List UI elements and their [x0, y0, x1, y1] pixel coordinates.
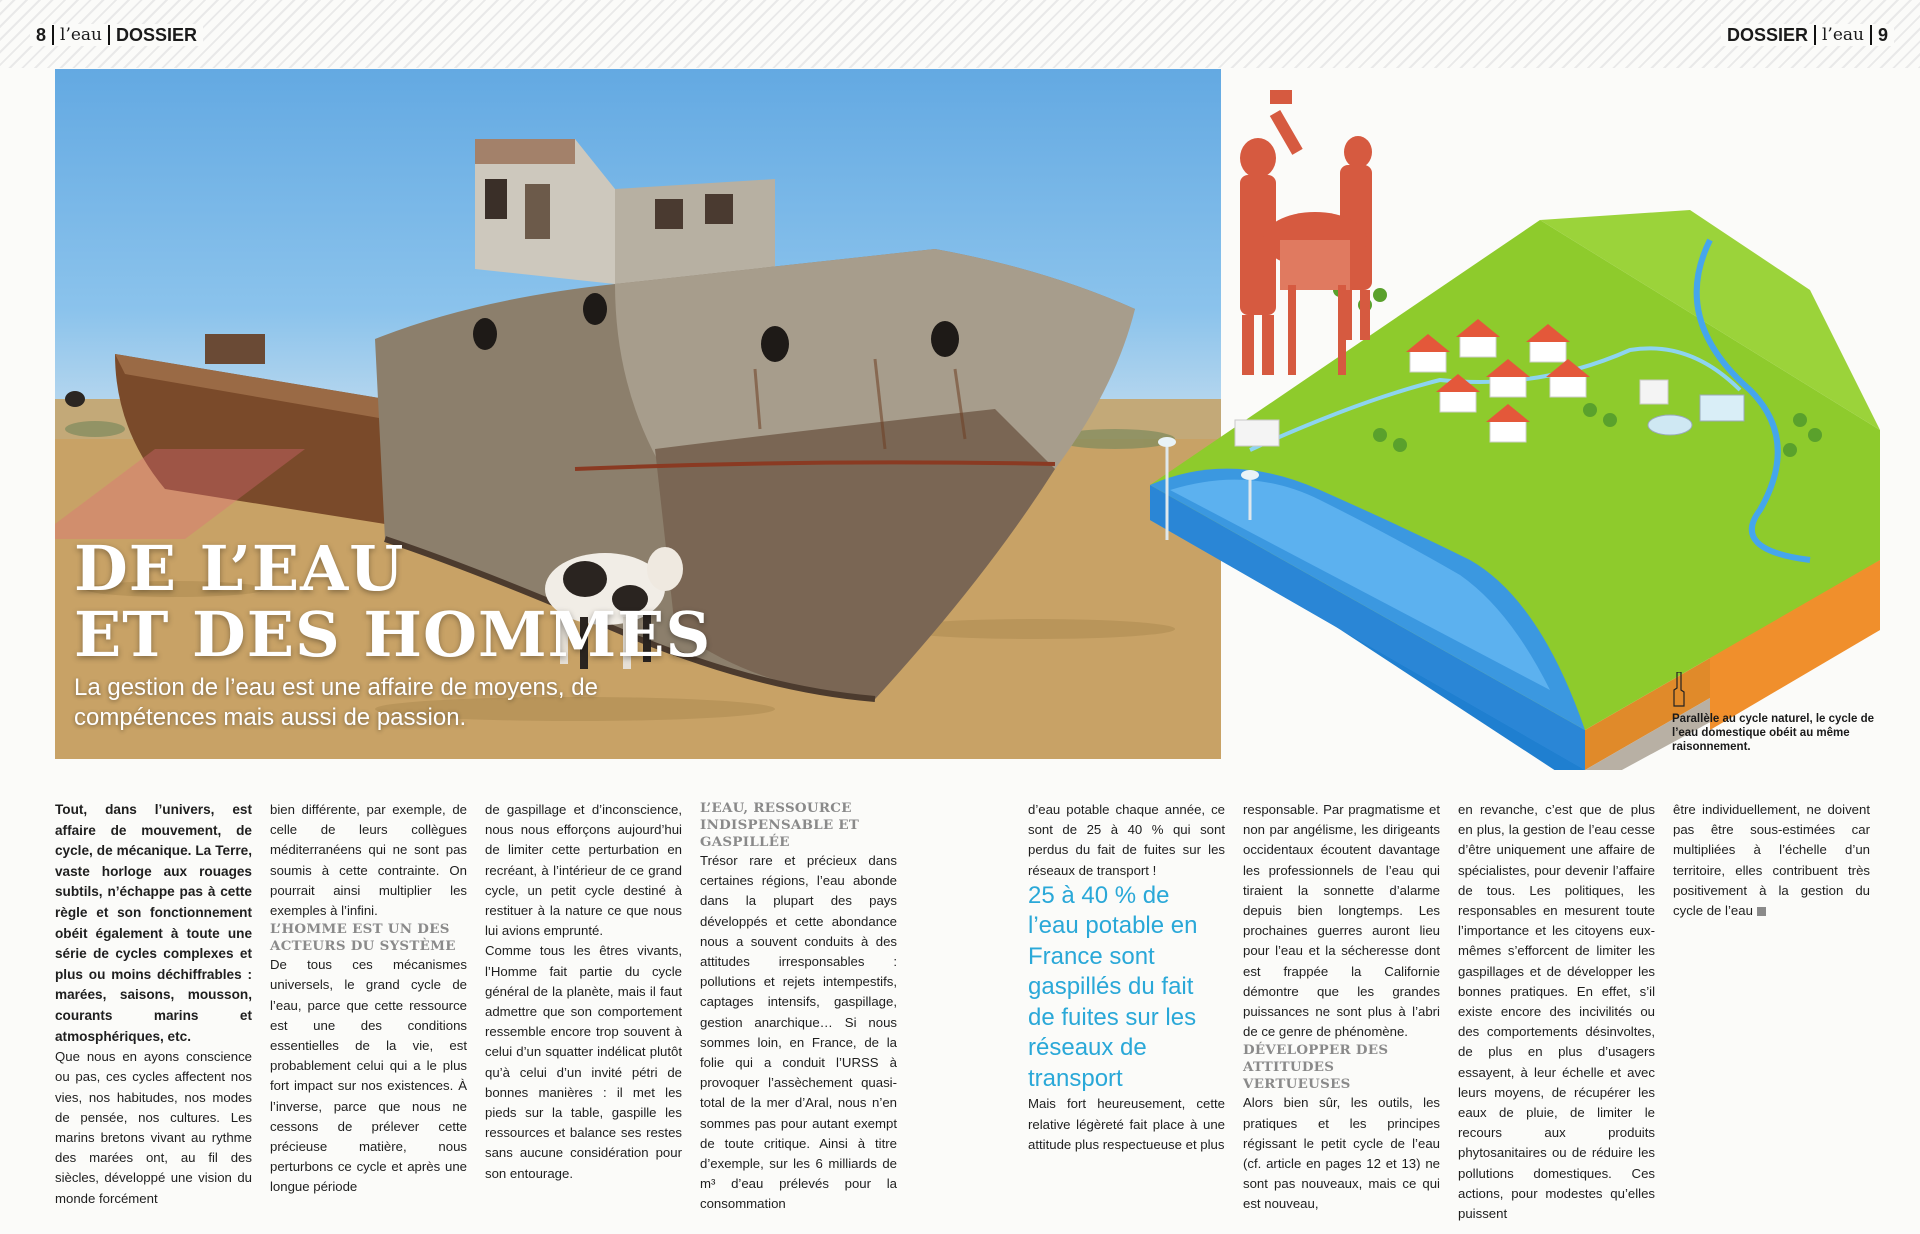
running-head-left	[30, 24, 203, 46]
pull-quote: 25 à 40 % de l’eau potable en France sont gaspillés du fait de fuites sur les réseaux de transport	[1028, 881, 1198, 1092]
body-paragraph: Que nous en ayons conscience ou pas, ces cycles affectent nos vies, nos habitudes, nos modes de pensée, nos cultures. Les marins bretons vivant au rythme des marées ont, au fil des siècles, développé une vision du monde forcément	[55, 1049, 252, 1206]
article-column-7	[1458, 800, 1655, 1224]
article-column-4	[700, 800, 897, 1215]
magazine-name-left: l’eau	[60, 25, 103, 45]
main-title	[74, 532, 712, 671]
header-band	[0, 0, 1920, 68]
body-paragraph: Mais fort heureusement, cette relative légèreté fait place à une attitude plus respectueuse et plus	[1028, 1096, 1225, 1152]
section-label-left: DOSSIER	[116, 24, 198, 45]
article-column-5	[1028, 800, 1225, 1155]
page-number-left: 8	[36, 24, 47, 45]
title-line-2: ET DES HOMMES	[74, 598, 712, 671]
subtitle: La gestion de l’eau est une affaire de moyens, de compétences mais aussi de passion.	[74, 674, 598, 731]
divider	[1814, 25, 1816, 45]
running-head-right	[1721, 24, 1894, 46]
article-column-8	[1673, 800, 1870, 921]
body-paragraph: Trésor rare et précieux dans certaines régions, l’eau abonde dans la plupart des pays développés et cette abondance nous a souvent conduits à des attitudes irresponsables : pollutions et rejets intempestifs, captages intensifs, gaspillage, gestion anarchique… Si nous sommes loin, en France, de la folie qui a conduit l’URSS à provoquer l’assèchement quasi-total de la mer d’Aral, nous n’en sommes pas pour autant exempt de toute critique. Ainsi à titre d’exemple, sur les 6 milliards de m³ d’eau prélevés pour la consommation	[700, 853, 897, 1212]
diagram-caption: Parallèle au cycle naturel, le cycle de l’eau domestique obéit au même raisonnement.	[1672, 713, 1875, 753]
article-column-6	[1243, 800, 1440, 1215]
pointing-hand-icon	[1672, 672, 1686, 708]
body-paragraph: responsable. Par pragmatisme et non par angélisme, les dirigeants occidentaux écoutent davantage les professionnels de l’eau qui tiraient la sonnette d’alarme depuis bien longtemps. Les prochaines guerres auront lieu pour l’eau et la sécheresse dont est frappée la Californie démontre que les grandes puissances ne sont plus à l’abri de ce genre de phénomène.	[1243, 802, 1440, 1040]
title-line-1: DE L’EAU	[74, 532, 405, 605]
section-subhead: DÉVELOPPER DES ATTITUDES VERTUEUSES	[1243, 1042, 1389, 1093]
body-paragraph: bien différente, par exemple, de celle de leurs collègues méditerranéens qui ne sont pas soumis à cette contrainte. On pourrait ainsi multiplier les exemples à l’infini.	[270, 802, 467, 919]
article-column-3	[485, 800, 682, 1184]
divider	[1870, 25, 1872, 45]
page-number-right: 9	[1877, 24, 1888, 45]
body-paragraph: être individuellement, ne doivent pas être sous-estimées car multipliées à l’échelle d’un territoire, elles contribuent très positivement à la gestion du cycle de l’eau	[1673, 802, 1870, 919]
section-label-right: DOSSIER	[1726, 24, 1808, 45]
section-subhead: L’HOMME EST UN DES ACTEURS DU SYSTÈME	[270, 921, 456, 955]
title-block	[74, 532, 712, 671]
body-paragraph: De tous ces mécanismes universels, le grand cycle de l’eau, parce que cette ressource est une des conditions essentielles de la vie, est probablement celui qui a le plus fort impact sur nos existences. À l’inverse, parce que nous ne cessons de prélever cette précieuse matière, nous perturbons ce cycle et après une longue période	[270, 957, 467, 1195]
body-paragraph: Alors bien sûr, les outils, les pratiques et les principes régissant le petit cycle de l’eau (cf. article en pages 12 et 13) ne sont pas nouveaux, mais ce qui est nouveau,	[1243, 1095, 1440, 1212]
section-subhead: L’EAU, RESSOURCE INDISPENSABLE ET GASPILLÉE	[700, 800, 860, 850]
workers-engraving	[1240, 90, 1372, 375]
magazine-name-right: l’eau	[1821, 25, 1864, 45]
article-column-2	[270, 800, 467, 1198]
end-mark-icon	[1757, 907, 1766, 916]
divider	[52, 25, 54, 45]
body-paragraph: de gaspillage et d’inconscience, nous nous efforçons aujourd’hui de limiter cette perturbation en recréant, à l’intérieur de ce grand cycle, un petit cycle destiné à restituer à la nature ce que nous lui avions emprunté.	[485, 802, 682, 939]
divider	[108, 25, 110, 45]
lead-paragraph: Tout, dans l’univers, est affaire de mouvement, de cycle, de mécanique. La Terre, vaste horloge aux rouages subtils, n’échappe pas à cette règle et son fonctionnement obéit également à toute une série de cycles complexes et plus ou moins déchiffrables : marées, saisons, mousson, courants marins et atmosphériques, etc.	[55, 802, 252, 1044]
body-paragraph: en revanche, c’est que de plus en plus, la gestion de l’eau cesse d’être uniquement une affaire de spécialistes, pour devenir l’affaire de tous. Les politiques, les responsables en mesurent toute l’importance et les citoyens eux-mêmes s’efforcent de limiter les gaspillages et de développer les bonnes pratiques. En effet, s’il existe encore des incivilités ou des comportements désinvoltes, de plus en plus d’usagers essayent, à leur échelle et avec leurs moyens, de récupérer les eaux de pluie, de limiter le recours aux produits phytosanitaires ou de réduire les pollutions domestiques. Ces actions, pour modestes qu’elles puissent	[1458, 802, 1655, 1222]
article-column-1	[55, 800, 252, 1209]
water-cycle-diagram	[1110, 90, 1900, 770]
body-paragraph: d’eau potable chaque année, ce sont de 25 à 40 % qui sont perdus du fait de fuites sur les réseaux de transport !	[1028, 802, 1225, 878]
body-paragraph: Comme tous les êtres vivants, l’Homme fait partie du cycle général de la planète, mais il faut admettre que son comportement ressemble encore trop souvent à celui d’un squatter indélicat plutôt qu’à celui d’un invité pétri de bonnes manières : il met les pieds sur la table, gaspille les ressources et balance ses restes sans aucune considération pour son entourage.	[485, 943, 682, 1181]
